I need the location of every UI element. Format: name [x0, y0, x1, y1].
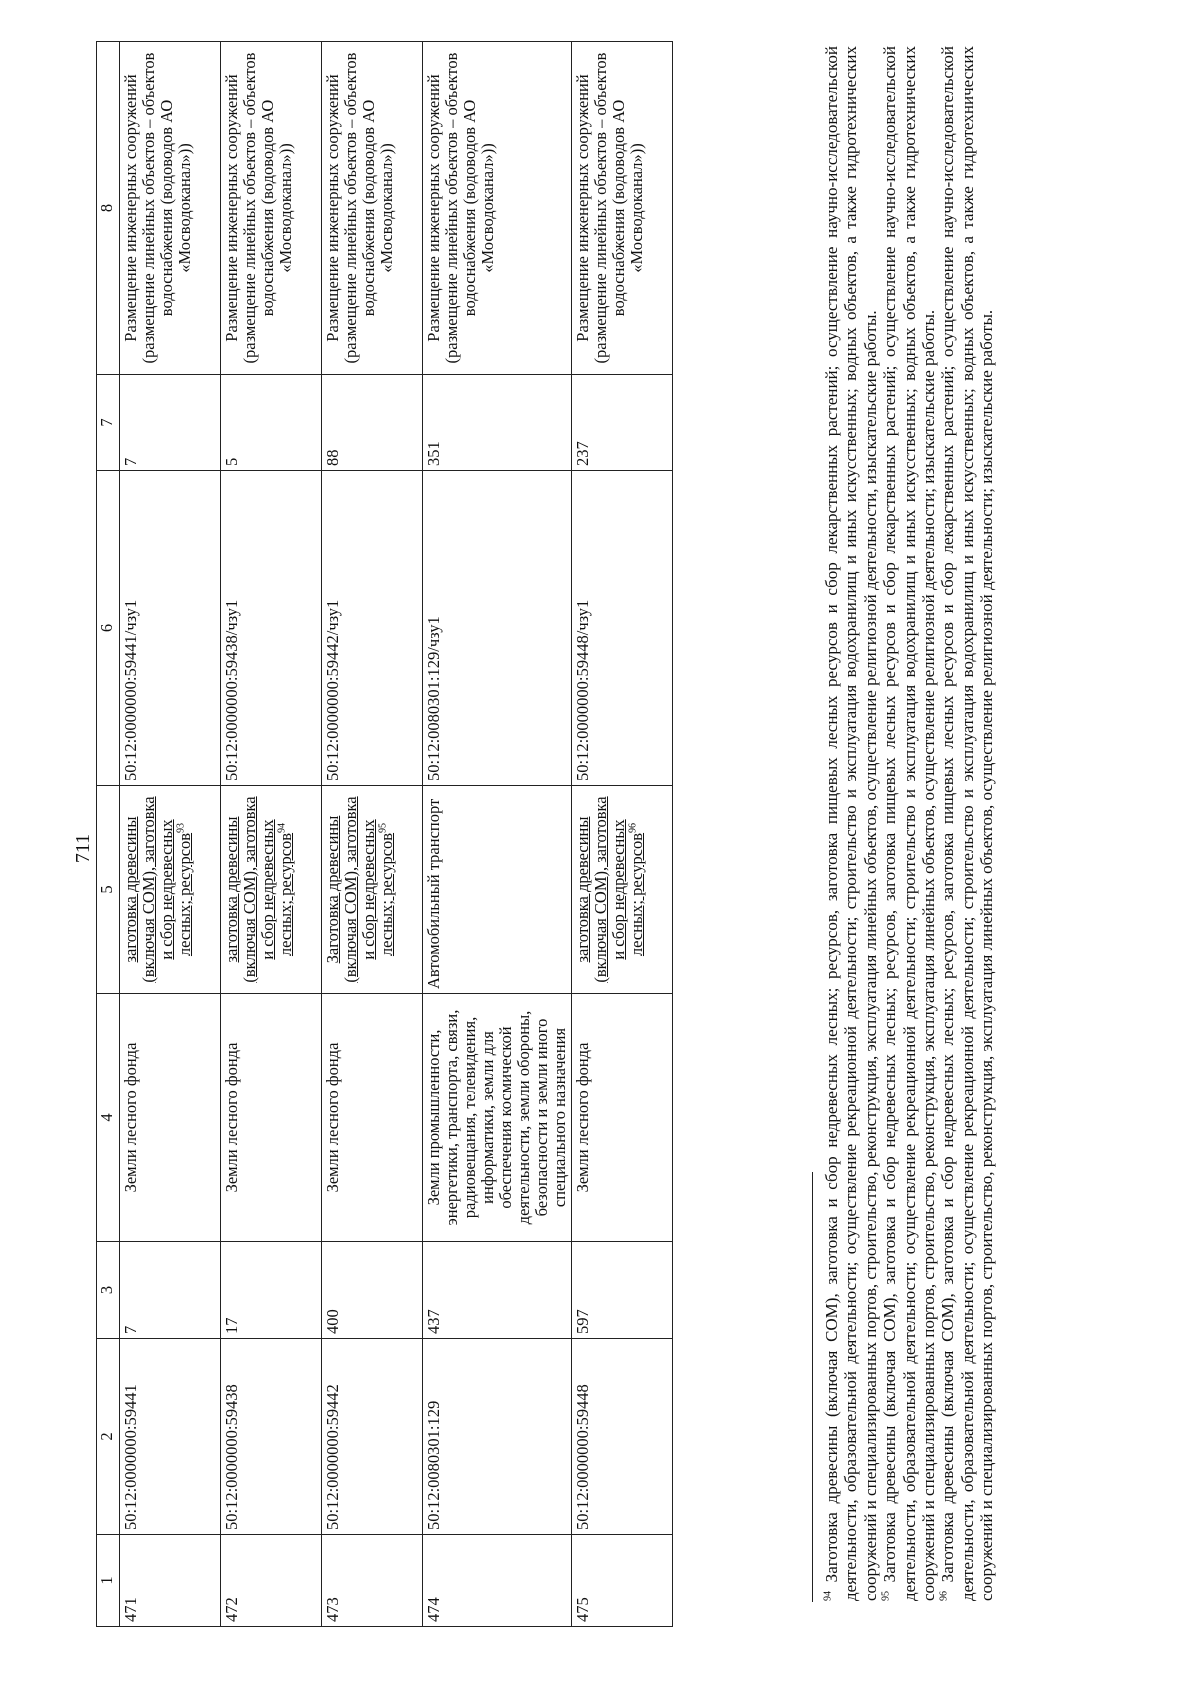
part-area: 237	[572, 375, 673, 471]
purpose: Размещение инженерных сооружений (размещение линейных объектов – объектов водоснабжения (водоводов АО «Мосводоканал»))	[120, 42, 221, 375]
purpose: Размещение инженерных сооружений (размещение линейных объектов – объектов водоснабжения (водоводов АО «Мосводоканал»))	[423, 42, 572, 375]
row-number: 474	[423, 1535, 572, 1627]
land-category: Земли промышленности, энергетики, транспорта, связи, радиовещания, телевидения, информатики, земли для обеспечения космической деятельности, земли обороны, безопасности и земли иного специального назначения	[423, 994, 572, 1242]
permitted-use	[120, 786, 221, 994]
area-value: 17	[221, 1242, 322, 1339]
footnote	[938, 46, 996, 1601]
land-category: Земли лесного фонда	[322, 994, 423, 1242]
purpose: Размещение инженерных сооружений (размещение линейных объектов – объектов водоснабжения (водоводов АО «Мосводоканал»))	[322, 42, 423, 375]
cadastral-number: 50:12:0000000:59441	[120, 1339, 221, 1535]
table-row	[322, 42, 423, 1627]
land-category: Земли лесного фонда	[572, 994, 673, 1242]
permitted-use-text: заготовка древесины (включая СОМ), заготовка и сбор недревесных лесных; ресурсов	[573, 796, 646, 983]
column-header: 2	[97, 1339, 120, 1535]
table-row	[221, 42, 322, 1627]
land-category: Земли лесного фонда	[221, 994, 322, 1242]
area-value: 400	[322, 1242, 423, 1339]
permitted-use	[322, 786, 423, 994]
footnote-separator	[812, 1172, 813, 1602]
footnote-ref: 93	[175, 822, 187, 833]
footnote-ref: 96	[627, 822, 639, 833]
table-header-row	[97, 42, 120, 1627]
part-area: 88	[322, 375, 423, 471]
cadastral-number: 50:12:0000000:59438	[221, 1339, 322, 1535]
part-number: 50:12:0000000:59441/чзу1	[120, 471, 221, 786]
permitted-use-text: Автомобильный транспорт	[424, 798, 443, 989]
table-row	[120, 42, 221, 1627]
purpose: Размещение инженерных сооружений (размещение линейных объектов – объектов водоснабжения (водоводов АО «Мосводоканал»))	[572, 42, 673, 375]
footnote-mark: 96	[938, 1591, 950, 1601]
permitted-use-text: заготовка древесины (включая СОМ), заготовка и сбор недревесных лесных; ресурсов	[222, 796, 295, 983]
footnote-mark: 94	[822, 1591, 834, 1601]
permitted-use-text: Заготовка древесины (включая СОМ), заготовка и сбор недревесных лесных; ресурсов	[323, 796, 396, 983]
cadastral-number: 50:12:0000000:59448	[572, 1339, 673, 1535]
footnote-text: Заготовка древесины (включая СОМ), заготовка и сбор недревесных лесных; ресурсов, заготовка пищевых лесных ресурсов и сбор лекарственных растений; осуществление научно-исследовательской деятельности, образовательной деятельности; осуществление рекреационной деятельности; строительство и эксплуатация водохранилищ и иных искусственных; водных объектов, а также гидротехнических сооружений и специализированных портов, строительство, реконструкция, эксплуатация линейных объектов, осуществление религиозной деятельности, изыскательские работы.	[822, 46, 880, 1601]
footnote-text: Заготовка древесины (включая СОМ), заготовка и сбор недревесных лесных; ресурсов, заготовка пищевых лесных ресурсов и сбор лекарственных растений; осуществление научно-исследовательской деятельности, образовательной деятельности; осуществление рекреационной деятельности; строительство и эксплуатация водохранилищ и иных искусственных; водных объектов, а также гидротехнических сооружений и специализированных портов, строительство, реконструкция, эксплуатация линейных объектов, осуществление религиозной деятельности; изыскательские работы.	[938, 46, 997, 1601]
column-header: 3	[97, 1242, 120, 1339]
part-number: 50:12:0000000:59442/чзу1	[322, 471, 423, 786]
area-value: 437	[423, 1242, 572, 1339]
part-area: 7	[120, 375, 221, 471]
footnote	[880, 46, 938, 1601]
purpose: Размещение инженерных сооружений (размещение линейных объектов – объектов водоснабжения (водоводов АО «Мосводоканал»))	[221, 42, 322, 375]
footnote-ref: 95	[377, 822, 389, 833]
column-header: 4	[97, 994, 120, 1242]
permitted-use-text: заготовка древесины (включая СОМ), заготовка и сбор недревесных лесных; ресурсов	[121, 796, 194, 983]
column-header: 5	[97, 786, 120, 994]
land-plots-table	[96, 41, 673, 1627]
part-number: 50:12:0000000:59448/чзу1	[572, 471, 673, 786]
footnote-mark: 95	[880, 1591, 892, 1601]
area-value: 597	[572, 1242, 673, 1339]
column-header: 8	[97, 42, 120, 375]
table-row	[423, 42, 572, 1627]
row-number: 471	[120, 1535, 221, 1627]
column-header: 7	[97, 375, 120, 471]
part-area: 5	[221, 375, 322, 471]
area-value: 7	[120, 1242, 221, 1339]
permitted-use	[221, 786, 322, 994]
land-category: Земли лесного фонда	[120, 994, 221, 1242]
row-number: 475	[572, 1535, 673, 1627]
footnotes	[822, 46, 997, 1601]
footnote-text: Заготовка древесины (включая СОМ), заготовка и сбор недревесных лесных; ресурсов, заготовка пищевых лесных ресурсов и сбор лекарственных растений; осуществление научно-исследовательской деятельности, образовательной деятельности; осуществление рекреационной деятельности; строительство и эксплуатация водохранилищ и иных искусственных; водных объектов, а также гидротехнических сооружений и специализированных портов, строительство, реконструкция, эксплуатация линейных объектов, осуществление религиозной деятельности; изыскательские работы.	[880, 46, 939, 1601]
part-area: 351	[423, 375, 572, 471]
part-number: 50:12:0080301:129/чзу1	[423, 471, 572, 786]
cadastral-number: 50:12:0080301:129	[423, 1339, 572, 1535]
row-number: 472	[221, 1535, 322, 1627]
permitted-use	[572, 786, 673, 994]
column-header: 1	[97, 1535, 120, 1627]
page-number: 711	[72, 833, 94, 864]
table-row	[572, 42, 673, 1627]
cadastral-number: 50:12:0000000:59442	[322, 1339, 423, 1535]
permitted-use	[423, 786, 572, 994]
row-number: 473	[322, 1535, 423, 1627]
part-number: 50:12:0000000:59438/чзу1	[221, 471, 322, 786]
column-header: 6	[97, 471, 120, 786]
footnote-ref: 94	[276, 822, 288, 833]
footnote	[822, 46, 880, 1601]
